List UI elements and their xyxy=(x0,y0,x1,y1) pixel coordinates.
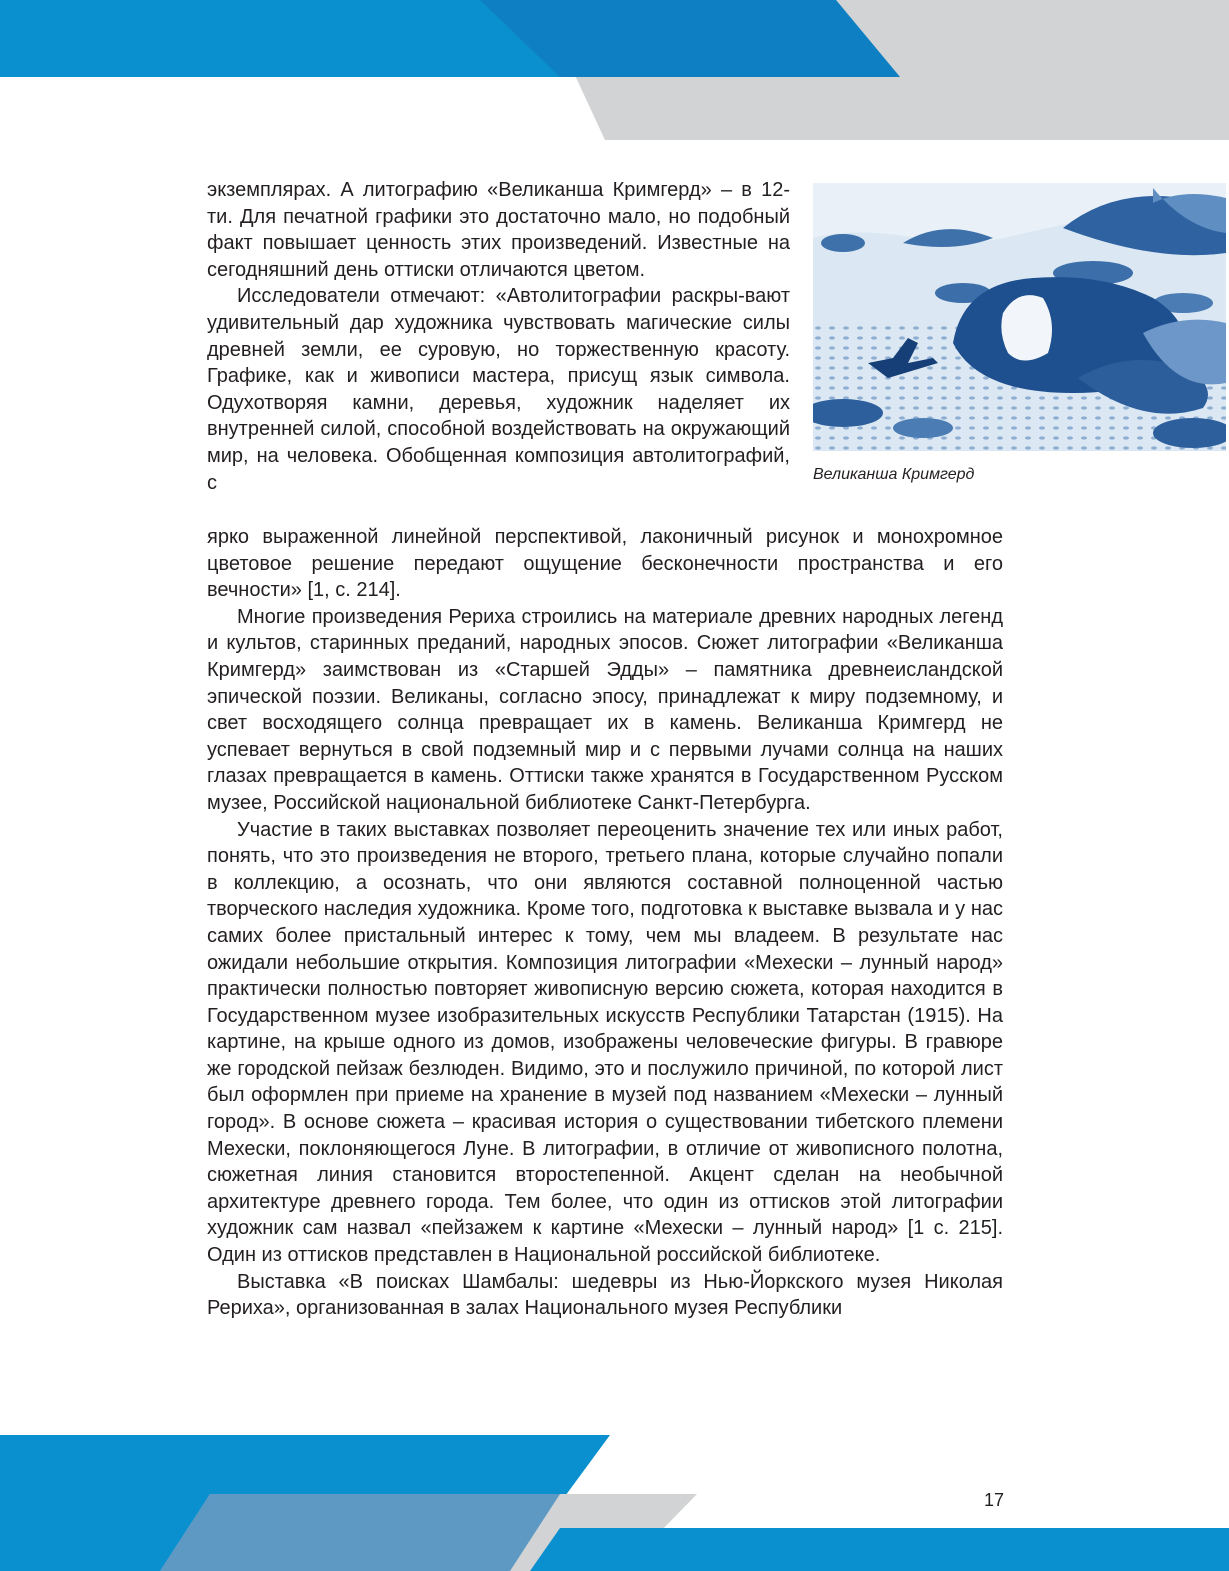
figure-giantess-krimgerd xyxy=(813,183,1226,485)
paragraph-continuation: ярко выраженной линейной перспективой, лаконичный рисунок и монохромное цветовое решение передают ощущение бесконечности пространства и его вечности» [1, с. 214]. xyxy=(207,526,1003,602)
bottom-blue-dark-stripe xyxy=(160,1494,560,1571)
paragraph-copies: экземплярах. А литографию «Великанша Кримгерд» – в 12-ти. Для печатной графики это достаточно мало, но подобный факт повышает ценность этих произведений. Известные на сегодняшний день оттиски отличаются цветом. xyxy=(207,179,790,281)
bottom-right-blue-stripe xyxy=(530,1528,1229,1571)
paragraph-legends: Многие произведения Рериха строились на материале древних народных легенд и культов, старинных преданий, народных эпосов. Сюжет литографии «Великанша Кримгерд» заимствован из «Старшей Эдды» – памятника древнеисландской эпической поэзии. Великаны, согласно эпосу, принадлежат к миру подземному, и свет восходящего солнца превращает их в камень. Великанша Кримгерд не успевает вернуться в свой подземный мир и с первыми лучами солнца на наших глазах превращается в камень. Оттиски также хранятся в Государственном Русском музее, Российской национальной библиотеке Санкт-Петербурга. xyxy=(207,605,1003,814)
paragraph-exhibitions: Участие в таких выставках позволяет переоценить значение тех или иных работ, понять, что это произведения не второго, третьего плана, которые случайно попали в коллекцию, а осознать, что они являются составной полноценной частью творческого наследия художника. Кроме того, подготовка к выставке вызвала и у нас самих более пристальный интерес к тому, чем мы владеем. В результате нас ожидали небольшие открытия. Композиция литографии «Мехески – лунный народ» практически полностью повторяет живописную версию сюжета, которая находится в Государственном музее изобразительных искусств Республики Татарстан (1915). На картине, на крыше одного из домов, изображены человеческие фигуры. В гравюре же городской пейзаж безлюден. Видимо, это и послужило причиной, по которой лист был оформлен при приеме на хранение в музей под названием «Мехески – лунный город». В основе сюжета – красивая история о существовании тибетского племени Мехески, поклоняющегося Луне. В литографии, в отличие от живописного полотна, сюжетная линия становится второстепенной. Акцент сделан на необычной архитектуре древнего города. Тем более, что один из оттисков этой литографии художник сам назвал «пейзажем к картине «Мехески – лунный народ» [1 с. 215]. Один из оттисков представлен в Национальной российской библиотеке. xyxy=(207,818,1003,1267)
page-number: 17 xyxy=(983,1490,1004,1510)
upper-text-column xyxy=(207,177,790,496)
bottom-decorative-banner xyxy=(0,1430,1229,1571)
paragraph-researchers: Исследователи отмечают: «Автолитографии раскры-вают удивительный дар художника чувствовать магические силы древней земли, ее суровую, но торжественную красоту. Графике, как и живописи мастера, присущ язык символа. Одухотворяя камни, деревья, художник наделяет их внутренней силой, способной воздействовать на окружающий мир, на человека. Обобщенная композиция автолитографий, с xyxy=(207,285,790,494)
main-text-column xyxy=(207,524,1003,1322)
paragraph-shambhala-exhibition: Выставка «В поисках Шамбалы: шедевры из Нью-Йоркского музея Николая Рериха», организованная в залах Национального музея Республики xyxy=(207,1270,1003,1320)
figure-caption: Великанша Кримгерд xyxy=(813,466,975,483)
top-decorative-banner xyxy=(0,0,1229,145)
lithograph-image xyxy=(813,183,1226,451)
